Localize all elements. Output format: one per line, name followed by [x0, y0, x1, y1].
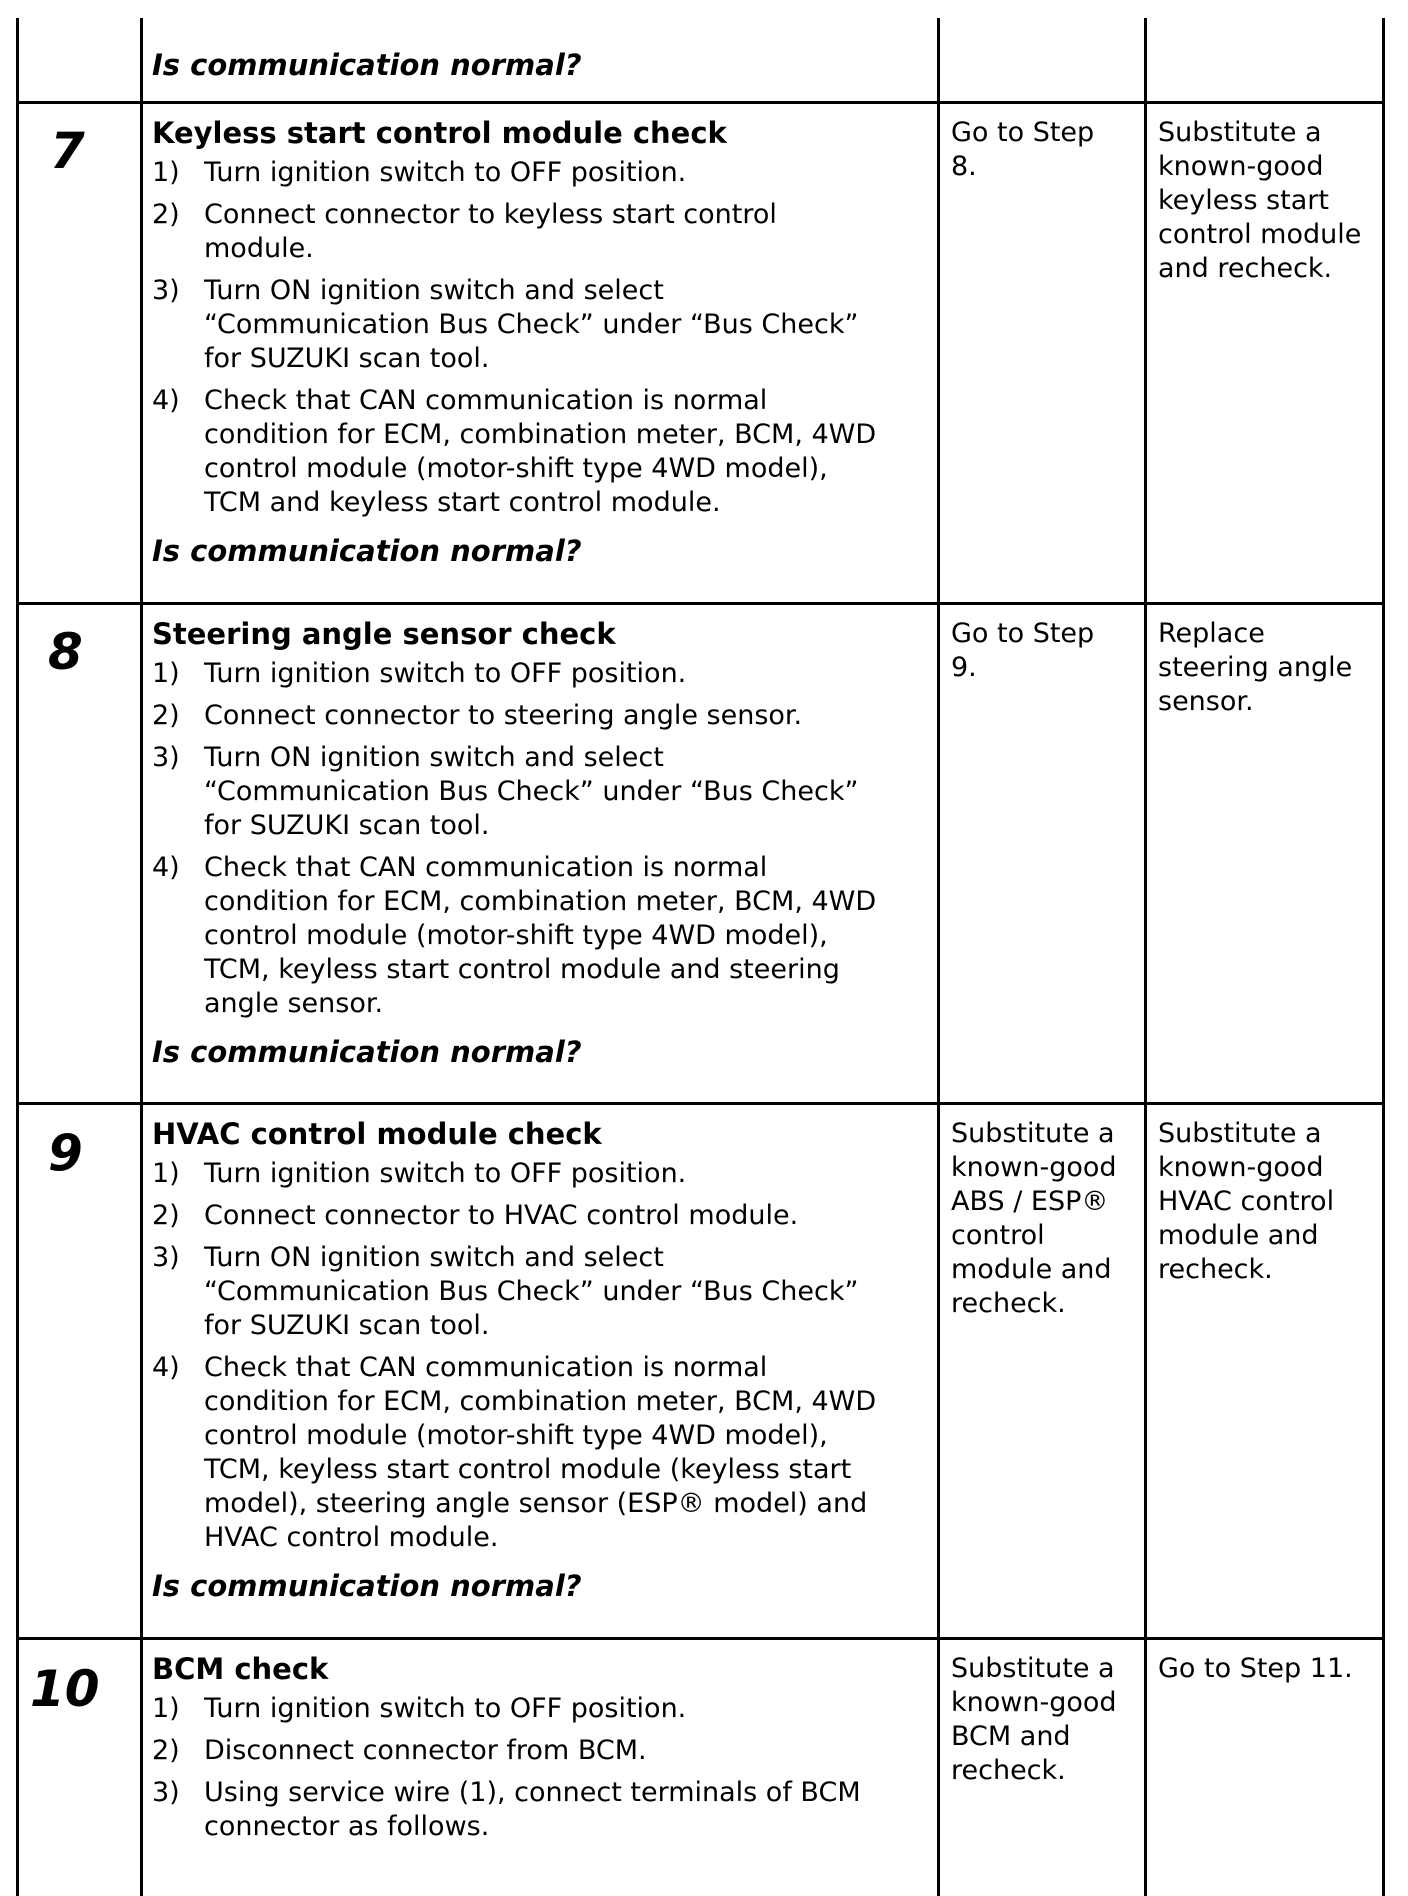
row-separator: [16, 1102, 1384, 1105]
procedure-item: 3) Using service wire (1), connect terminals of BCM connector as follows.: [152, 1777, 861, 1842]
procedure-item: 3) Turn ON ignition switch and select “Communication Bus Check” under “Bus Check” for SUZUKI scan tool.: [152, 275, 859, 374]
procedure-item: 2) Connect connector to keyless start control module.: [152, 199, 777, 264]
procedure-item: 3) Turn ON ignition switch and select “Communication Bus Check” under “Bus Check” for SUZUKI scan tool.: [152, 1242, 859, 1341]
step-number: 9: [48, 1124, 83, 1182]
table-border-right: [1382, 18, 1385, 1896]
top-question-cell: [152, 48, 582, 82]
step-title: Keyless start control module check: [152, 116, 727, 150]
step-title: Steering angle sensor check: [152, 617, 616, 651]
step-procedure-list: [152, 1157, 932, 1555]
procedure-item: 2) Connect connector to HVAC control module.: [152, 1200, 799, 1231]
procedure-item: 1) Turn ignition switch to OFF position.: [152, 1693, 687, 1724]
step-content: [152, 116, 932, 568]
step-procedure-list: [152, 657, 932, 1021]
procedure-item: 4) Check that CAN communication is normal condition for ECM, combination meter, BCM, 4WD control module (motor-shift type 4WD model), TCM, keyless start control module and steering angle sensor.: [152, 852, 877, 1019]
step-number: 8: [48, 623, 83, 681]
step-title: BCM check: [152, 1652, 329, 1686]
procedure-item: 4) Check that CAN communication is normal condition for ECM, combination meter, BCM, 4WD control module (motor-shift type 4WD model), TCM and keyless start control module.: [152, 385, 877, 518]
table-divider-no: [1144, 18, 1147, 1896]
procedure-item: 2) Connect connector to steering angle sensor.: [152, 700, 803, 731]
step-procedure-list: [152, 1692, 932, 1844]
procedure-item: 4) Check that CAN communication is normal condition for ECM, combination meter, BCM, 4WD control module (motor-shift type 4WD model), TCM, keyless start control module (keyless start model), steering angle sensor (ESP® model) and HVAC control module.: [152, 1352, 877, 1553]
yes-result: Go to Step 9.: [951, 618, 1095, 683]
step-number: 10: [30, 1660, 100, 1718]
no-result: Go to Step 11.: [1158, 1653, 1353, 1684]
no-result: Replace steering angle sensor.: [1158, 618, 1353, 717]
step-procedure-list: [152, 156, 932, 520]
step-question: Is communication normal?: [152, 1569, 582, 1603]
table-divider-yes: [937, 18, 940, 1896]
table-border-left: [16, 18, 19, 1896]
step-content: [152, 1117, 932, 1603]
no-result: Substitute a known-good keyless start control module and recheck.: [1158, 117, 1362, 284]
yes-result: Substitute a known-good BCM and recheck.: [951, 1653, 1117, 1786]
step-number: 7: [50, 122, 85, 180]
top-question: Is communication normal?: [152, 48, 582, 82]
step-content: [152, 617, 932, 1069]
procedure-item: 1) Turn ignition switch to OFF position.: [152, 1158, 687, 1189]
procedure-item: 1) Turn ignition switch to OFF position.: [152, 658, 687, 689]
step-content: [152, 1652, 932, 1852]
step-question: Is communication normal?: [152, 1035, 582, 1069]
no-result: Substitute a known-good HVAC control module and recheck.: [1158, 1118, 1335, 1285]
row-separator: [16, 101, 1384, 104]
step-title: HVAC control module check: [152, 1117, 602, 1151]
procedure-item: 1) Turn ignition switch to OFF position.: [152, 157, 687, 188]
yes-result: Substitute a known-good ABS / ESP® control module and recheck.: [951, 1118, 1117, 1319]
step-question: Is communication normal?: [152, 534, 582, 568]
yes-result: Go to Step 8.: [951, 117, 1095, 182]
procedure-item: 2) Disconnect connector from BCM.: [152, 1735, 647, 1766]
row-separator: [16, 1637, 1384, 1640]
procedure-item: 3) Turn ON ignition switch and select “Communication Bus Check” under “Bus Check” for SUZUKI scan tool.: [152, 742, 859, 841]
table-divider-step: [140, 18, 143, 1896]
row-separator: [16, 602, 1384, 605]
